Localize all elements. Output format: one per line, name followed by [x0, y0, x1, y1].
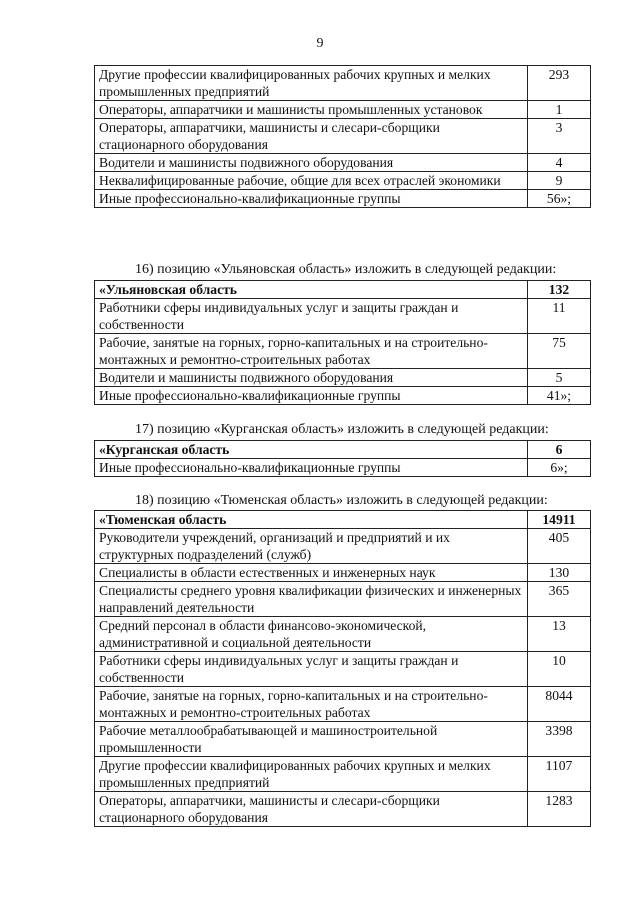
occupation-cell: Операторы, аппаратчики и машинисты промышленных установок	[95, 101, 528, 119]
table-row	[95, 172, 591, 190]
table-row	[95, 299, 591, 334]
table-row	[95, 119, 591, 154]
count-cell: 56»;	[528, 190, 591, 208]
table-header-row	[95, 281, 591, 299]
table-row	[95, 101, 591, 119]
table-row	[95, 459, 591, 477]
tyumen-table	[94, 510, 591, 827]
count-cell: 1	[528, 101, 591, 119]
occupation-cell: Рабочие металлообрабатывающей и машиностроительной промышленности	[95, 722, 528, 757]
count-cell: 1107	[528, 757, 591, 792]
table-row	[95, 582, 591, 617]
count-cell: 3398	[528, 722, 591, 757]
occupation-cell: Специалисты в области естественных и инженерных наук	[95, 564, 528, 582]
count-cell: 75	[528, 334, 591, 369]
count-cell: 130	[528, 564, 591, 582]
count-cell: 8044	[528, 687, 591, 722]
occupation-cell: Рабочие, занятые на горных, горно-капитальных и на строительно-монтажных и ремонтно-строительных работах	[95, 334, 528, 369]
table-row	[95, 617, 591, 652]
count-cell: 1283	[528, 792, 591, 827]
section-18-heading: 18) позицию «Тюменская область» изложить в следующей редакции:	[135, 493, 548, 508]
table-row	[95, 334, 591, 369]
occupation-cell: Руководители учреждений, организаций и предприятий и их структурных подразделений (служб)	[95, 529, 528, 564]
region-name-cell: «Ульяновская область	[95, 281, 528, 299]
count-cell: 4	[528, 154, 591, 172]
occupation-cell: Водители и машинисты подвижного оборудования	[95, 369, 528, 387]
table-row	[95, 792, 591, 827]
table-header-row	[95, 441, 591, 459]
table-row	[95, 564, 591, 582]
region-name-cell: «Тюменская область	[95, 511, 528, 529]
section-17-heading: 17) позицию «Курганская область» изложить в следующей редакции:	[135, 422, 549, 437]
table-row	[95, 529, 591, 564]
count-cell: 293	[528, 66, 591, 101]
region-total-cell: 132	[528, 281, 591, 299]
table-row	[95, 66, 591, 101]
table-row	[95, 190, 591, 208]
page-number: 9	[316, 36, 324, 51]
occupation-cell: Другие профессии квалифицированных рабочих крупных и мелких промышленных предприятий	[95, 66, 528, 101]
section-16-heading: 16) позицию «Ульяновская область» изложить в следующей редакции:	[135, 262, 557, 277]
occupation-cell: Работники сферы индивидуальных услуг и защиты граждан и собственности	[95, 299, 528, 334]
occupation-cell: Работники сферы индивидуальных услуг и защиты граждан и собственности	[95, 652, 528, 687]
count-cell: 5	[528, 369, 591, 387]
occupation-cell: Иные профессионально-квалификационные группы	[95, 190, 528, 208]
count-cell: 405	[528, 529, 591, 564]
count-cell: 11	[528, 299, 591, 334]
table-row	[95, 757, 591, 792]
count-cell: 6»;	[528, 459, 591, 477]
occupation-cell: Рабочие, занятые на горных, горно-капитальных и на строительно-монтажных и ремонтно-строительных работах	[95, 687, 528, 722]
continuation-table	[94, 65, 591, 208]
occupation-cell: Операторы, аппаратчики, машинисты и слесари-сборщики стационарного оборудования	[95, 119, 528, 154]
occupation-cell: Операторы, аппаратчики, машинисты и слесари-сборщики стационарного оборудования	[95, 792, 528, 827]
count-cell: 13	[528, 617, 591, 652]
ulyanovsk-table	[94, 280, 591, 405]
count-cell: 365	[528, 582, 591, 617]
count-cell: 3	[528, 119, 591, 154]
occupation-cell: Средний персонал в области финансово-экономической, административной и социальной деятельности	[95, 617, 528, 652]
kurgan-table	[94, 440, 591, 477]
table-row	[95, 387, 591, 405]
occupation-cell: Неквалифицированные рабочие, общие для всех отраслей экономики	[95, 172, 528, 190]
region-total-cell: 6	[528, 441, 591, 459]
occupation-cell: Иные профессионально-квалификационные группы	[95, 459, 528, 477]
table-header-row	[95, 511, 591, 529]
table-row	[95, 154, 591, 172]
region-total-cell: 14911	[528, 511, 591, 529]
table-row	[95, 722, 591, 757]
count-cell: 9	[528, 172, 591, 190]
region-name-cell: «Курганская область	[95, 441, 528, 459]
count-cell: 41»;	[528, 387, 591, 405]
occupation-cell: Специалисты среднего уровня квалификации физических и инженерных направлений деятельности	[95, 582, 528, 617]
table-row	[95, 687, 591, 722]
occupation-cell: Другие профессии квалифицированных рабочих крупных и мелких промышленных предприятий	[95, 757, 528, 792]
occupation-cell: Иные профессионально-квалификационные группы	[95, 387, 528, 405]
occupation-cell: Водители и машинисты подвижного оборудования	[95, 154, 528, 172]
count-cell: 10	[528, 652, 591, 687]
table-row	[95, 652, 591, 687]
table-row	[95, 369, 591, 387]
